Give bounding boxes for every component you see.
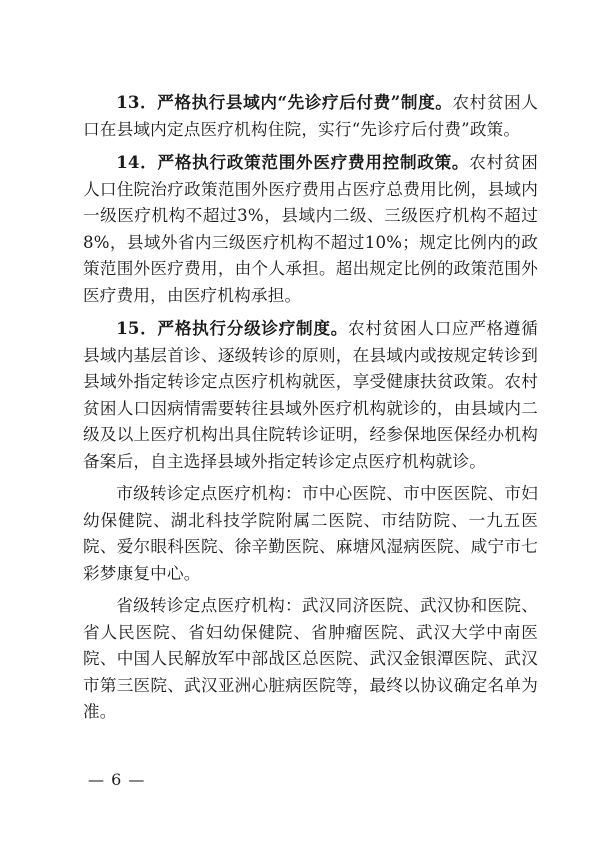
paragraph-14-text: 农村贫困人口住院治疗政策范围外医疗费用占医疗总费用比例，县域内一级医疗机构不超过3%，县域内二级、三级医疗机构不超过8%，县域外省内三级医疗机构不超过10%；规定比例内的政策范围外医疗费用，由个人承担。超出规定比例的政策范围外医疗费用，由医疗机构承担。 [83,153,538,305]
paragraph-province-hospitals [83,593,538,726]
page-number: — 6 — [88,770,146,789]
paragraph-15-heading: 15．严格执行分级诊疗制度。 [116,318,349,338]
province-hospitals-text: 省级转诊定点医疗机构：武汉同济医院、武汉协和医院、省人民医院、省妇幼保健院、省肿瘤医院、武汉大学中南医院、中国人民解放军中部战区总医院、武汉金银潭医院、武汉市第三医院、武汉亚洲心脏病医院等，最终以协议确定名单为准。 [83,596,538,721]
paragraph-14-heading: 14．严格执行政策范围外医疗费用控制政策。 [116,152,470,172]
paragraph-14 [83,149,538,309]
paragraph-13-heading: 13．严格执行县域内“先诊疗后付费”制度。 [116,92,453,112]
city-hospitals-text: 市级转诊定点医疗机构：市中心医院、市中医医院、市妇幼保健院、湖北科技学院附属二医院、市结防院、一九五医院、爱尔眼科医院、徐辛勤医院、麻塘风湿病医院、咸宁市七彩梦康复中心。 [83,484,538,583]
paragraph-13 [83,89,538,143]
paragraph-city-hospitals [83,481,538,587]
document-body [83,89,538,732]
paragraph-13-text: 农村贫困人口在县域内定点医疗机构住院，实行“先诊疗后付费”政策。 [83,93,538,139]
paragraph-15-text: 农村贫困人口应严格遵循县域内基层首诊、逐级转诊的原则，在县域内或按规定转诊到县域外指定转诊定点医疗机构就医，享受健康扶贫政策。农村贫困人口因病情需要转往县域外医疗机构就诊的，由县域内二级及以上医疗机构出具住院转诊证明，经参保地医保经办机构备案后，自主选择县域外指定转诊定点医疗机构就诊。 [83,319,538,471]
paragraph-15 [83,315,538,475]
